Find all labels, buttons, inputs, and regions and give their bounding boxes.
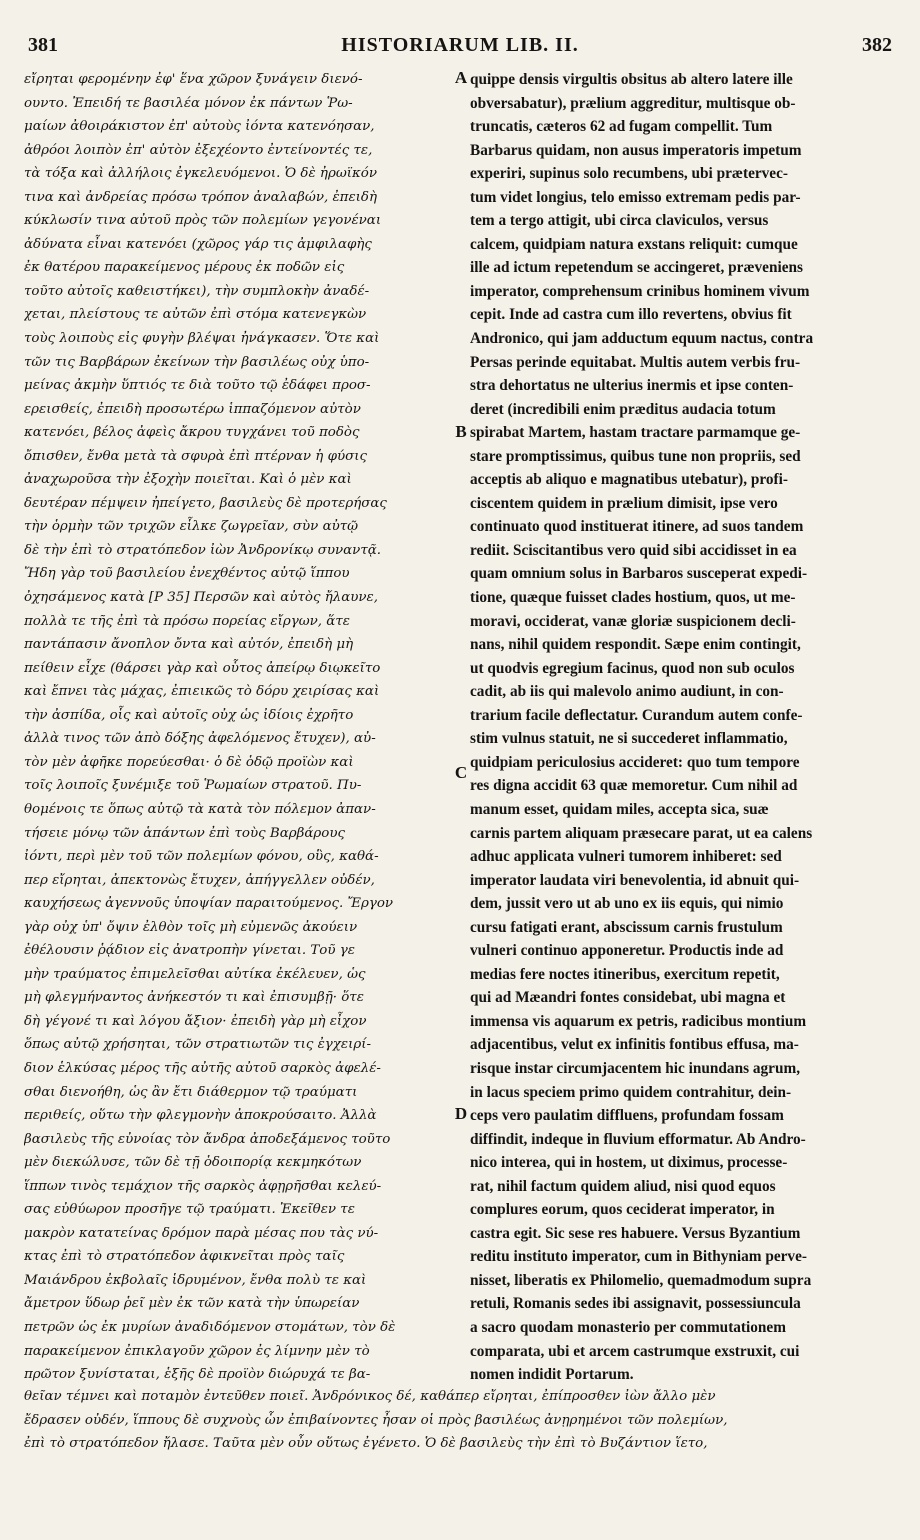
greek-text-line: καὶ ἔπνει τὰς μάχας, ἐπιεικῶς τὸ δόρυ χειρίσας καὶ (24, 684, 380, 700)
greek-text-line: ἐκ θατέρου παρακείμενος μέρους ἐκ ποδῶν εἰς (24, 260, 345, 276)
latin-text-line: cepit. Inde ad castra cum illo revertens, obvius fit (470, 306, 792, 324)
latin-text-line: res digna accidit 63 quæ memoretur. Cum nihil ad (470, 777, 798, 795)
greek-text-line: μὴ φλεγμήναντος ἀνήκεστόν τι καὶ ἐπισυμβῇ· ὅτε (24, 990, 364, 1006)
latin-text-line: quidpiam periculosius accideret: quo tum tempore (470, 753, 800, 771)
latin-text-line: qui ad Mæandri fontes considebat, ubi magna et (470, 989, 786, 1007)
greek-text-line: παντάπασιν ἄνοπλον ὄντα καὶ αὐτόν, ἐπειδὴ μὴ (24, 637, 354, 653)
greek-text-line: ἄμετρον ὕδωρ ῥεῖ μὲν ἐκ τῶν κατὰ τὴν ὑπωρείαν (24, 1296, 360, 1312)
latin-text-line: quam omnium solus in Barbaros susceperat expedi- (470, 565, 808, 583)
latin-text-line: nomen indidit Portarum. (470, 1366, 634, 1384)
greek-text-line: τὰ τόξα καὶ ἀλλήλοις ἐγκελευόμενοι. Ὁ δὲ ἠρωϊκόν (24, 166, 377, 182)
greek-text-line: ἀναχωροῦσα τὴν ἐξοχὴν ποιεῖται. Καὶ ὁ μὲν καὶ (24, 472, 352, 488)
greek-text-line: ὄπισθεν, ἔνθα μετὰ τὰ σφυρὰ ἐπὶ πτέρναν ἡ φύσις (24, 448, 367, 464)
section-marker-c: C (454, 763, 468, 782)
latin-text-line: moravi, occiderat, vanæ gloriæ suspicionem decli- (470, 612, 796, 630)
greek-text-line: ἀδύνατα εἶναι κατενόει (χῶρος γάρ τις ἀμφιλαφὴς (24, 236, 372, 252)
latin-text-line: complures eorum, quos ceciderat imperator, in (470, 1201, 775, 1219)
greek-text-line: τοὺς λοιποὺς εἰς φυγὴν βλέψαι ἠνάγκασεν. Ὅτε καὶ (24, 331, 380, 347)
greek-text-line: δευτέραν πέμψειν ἠπείγετο, βασιλεὺς δὲ προτερήσας (24, 495, 387, 511)
greek-text-line: δὲ τὴν ἐπὶ τὸ στρατόπεδον ἰὼν Ἀνδρονίκῳ συναντᾷ. (24, 542, 382, 558)
latin-text-line: ille ad ictum repetendum se accingeret, præveniens (470, 259, 803, 277)
greek-text-line: τήσειε μόνῳ τῶν ἁπάντων ἐπὶ τοὺς Βαρβάρους (24, 825, 345, 841)
section-marker-a: A (454, 68, 468, 87)
greek-text-line: σθαι διενοήθη, ὡς ἂν ἔτι διάθερμον τῷ τραύματι (24, 1084, 358, 1100)
greek-text-line: γὰρ οὐχ ὑπ' ὄψιν ἐλθὸν τοῖς μὴ εὐμενῶς ἀκούειν (24, 919, 358, 935)
greek-text-line: ὅπως αὐτῷ χρήσηται, τῶν στρατιωτῶν τις ἐγχειρί- (24, 1037, 371, 1053)
latin-text-line: carnis partem aliquam præsecare parat, ut ea calens (470, 824, 813, 842)
greek-text-line: πετρῶν ὡς ἐκ μυρίων ἀναδιδόμενον στομάτων, τὸν δὲ (24, 1319, 396, 1335)
latin-text-line: immensa vis aquarum ex petris, radicibus montium (470, 1012, 807, 1030)
greek-text-line: κατενόει, βέλος ἀφεὶς ἄκρου τυγχάνει τοῦ ποδὸς (24, 425, 360, 441)
latin-text-line: imperator laudata viri benevolentia, id abnuit qui- (470, 871, 800, 889)
latin-text-line: ut quodvis egregium facinus, quod non sub oculos (470, 659, 795, 677)
greek-text-line: θεῖαν τέμνει καὶ ποταμὸν ἐντεῦθεν ποιεῖ. Ἀνδρόνικος δέ, καθάπερ εἴρηται, ἐπίπροσθεν ἰὼν ἄλλο μὲν (24, 1389, 716, 1404)
greek-text-line: μείνας ἀκμὴν ὕπτιός τε διὰ τοῦτο τῷ ἐδάφει προσ- (24, 378, 371, 394)
greek-text-line: κτας ἐπὶ τὸ στρατόπεδον ἀφικνεῖται πρὸς ταῖς (24, 1249, 345, 1265)
latin-text-line: stra dehortatus ne ulterius inermis et ipse conten- (470, 377, 794, 395)
greek-text-line: τὸν μὲν ἀφῆκε πορεύεσθαι· ὁ δὲ ὁδῷ προϊὼν καὶ (24, 754, 354, 770)
greek-text-line: πολλὰ τε τῆς ἐπὶ τὰ πρόσω πορείας εἴργων, ἅτε (24, 613, 350, 629)
greek-text-line: τὴν ὁρμὴν τῶν τριχῶν εἷλκε ζωγρεῖαν, σὺν αὐτῷ (24, 519, 359, 535)
page-number-left: 381 (28, 34, 58, 56)
latin-text-line: vulneri continuo apponeretur. Productis inde ad (470, 942, 784, 960)
page-number-right: 382 (862, 34, 892, 56)
latin-text-line: rat, nihil factum quidem aliud, nisi quod equos (470, 1177, 776, 1195)
latin-text-line: cursu fatigati erant, abscissum carnis frustulum (470, 918, 783, 936)
latin-text-line: in lacus speciem primo quidem contrahitur, dein- (470, 1083, 792, 1101)
greek-text-line: τὴν ἀσπίδα, οἷς καὶ αὐτοῖς οὐχ ὡς ἰδίοις ἐχρῆτο (24, 707, 354, 723)
latin-text-line: stare promptissimus, quibus tune non propriis, sed (470, 447, 801, 465)
latin-text-line: comparata, ubi et arcem castrumque exstruxit, cui (470, 1342, 800, 1360)
greek-text-line: μαίων ἀθοιράκιστον ἐπ' αὐτοὺς ἰόντα κατενόησαν, (24, 119, 375, 135)
greek-text-line: τινα καὶ ἀνδρείας πρόσω τρόπον ἀναλαβών, ἐπειδὴ (24, 189, 378, 205)
latin-text-line: obversabatur), prælium aggreditur, multisque ob- (470, 94, 796, 112)
greek-text-line: σας εὐθύωρον προσῆγε τῷ τραύματι. Ἐκεῖθεν τε (24, 1202, 355, 1218)
greek-text-line: θομένοις τε ὅπως αὐτῷ τὰ κατὰ τὸν πόλεμον ἀπαν- (24, 801, 376, 817)
latin-text-line: Persas perinde equitabat. Multis autem verbis fru- (470, 353, 801, 371)
latin-text-line: ceps vero paulatim diffluens, profundam fossam (470, 1107, 784, 1125)
greek-text-line: ἔδρασεν οὐδέν, ἵππους δὲ συχνοὺς ὧν ἐπιβαίνοντες ἦσαν οἱ πρὸς βασιλέως ἀνῃρημένοι τῶν πολεμίων, (24, 1412, 728, 1428)
latin-text-line: adjacentibus, velut ex infinitis fontibus effusa, ma- (470, 1036, 799, 1054)
greek-text-line: ερεισθείς, ἐπειδὴ προσωτέρω ἱππαζόμενον αὐτὸν (24, 401, 361, 417)
latin-text-line: acceptis ab aliquo e magnatibus utebatur), profi- (470, 471, 788, 489)
greek-text-line: δὴ γέγονέ τι καὶ λόγου ἄξιον· ἐπειδὴ γὰρ μὴ εἶχον (24, 1013, 367, 1029)
greek-text-line: διον ἑλκύσας μέρος τῆς αὐτῆς αὐτοῦ σαρκὸς ἀφελέ- (24, 1060, 381, 1076)
greek-text-line: ἐπὶ τὸ στρατόπεδον ἤλασε. Ταῦτα μὲν οὖν οὕτως ἐγένετο. Ὁ δὲ βασιλεὺς τὴν ἐπὶ τὸ Βυζάντιον ἵετο, (24, 1436, 708, 1452)
latin-text-line: dem, jussit vero ut ab uno ex iis equis, qui nimio (470, 895, 784, 913)
latin-text-line: continuato quod instituerat itinere, ad suos tandem (470, 518, 804, 536)
greek-text-line: τῶν τις Βαρβάρων ἐκείνων τὴν βασιλέως οὐχ ὑπο- (24, 354, 370, 370)
greek-text-line: παρακείμενον ἐπικλαγοῦν χῶρον ἐς λίμνην μὲν τὸ (24, 1343, 370, 1359)
greek-text-line: ουντο. Ἐπειδή τε βασιλέα μόνον ἐκ πάντων Ῥω- (24, 95, 353, 111)
greek-text-line: εἴρηται φερομένην ἐφ' ἕνα χῶρον ξυνάγειν διενό- (24, 72, 363, 87)
greek-text-line: περ εἴρηται, ἀπεκτονὼς ἔτυχεν, ἀπήγγελλεν οὐδέν, (24, 872, 375, 888)
section-marker-b: B (455, 422, 467, 441)
greek-text-line: ἰόντι, περὶ μὲν τοῦ τῶν πολεμίων φόνου, οὓς, καθά- (24, 849, 379, 865)
latin-text-line: deret (incredibili enim præditus audacia totum (470, 400, 776, 418)
greek-text-line: ὀχησάμενος κατὰ [P 35] Περσῶν καὶ αὐτὸς ἤλαυνε, (24, 590, 378, 606)
greek-text-line: Ἤδη γὰρ τοῦ βασιλείου ἐνεχθέντος αὐτῷ ἵππου (24, 566, 350, 582)
greek-text-line: Μαιάνδρου ἐκβολαῖς ἱδρυμένον, ἔνθα πολὺ τε καὶ (24, 1272, 367, 1288)
greek-text-line: τοῦτο αὐτοῖς καθειστήκει), τὴν συμπλοκὴν ἀναδέ- (24, 283, 370, 299)
latin-text-line: risque instar circumjacentem hic inundans agrum, (470, 1059, 801, 1077)
greek-text-line: ἵππων τινὸς τεμάχιον τῆς σαρκὸς ἀφῃρῆσθαι κελεύ- (24, 1178, 382, 1194)
greek-text-line: πρῶτον ξυνίσταται, ἑξῆς δὲ προϊὸν διώρυχά τε βα- (24, 1367, 371, 1383)
latin-text-line: adhuc applicata vulneri tumorem inhiberet: sed (470, 848, 782, 866)
latin-text-line: ciscentem quidem in prælium dimisit, ipse vero (470, 494, 778, 512)
greek-column (24, 68, 452, 1387)
latin-text-line: a sacro quodam monasterio per commutationem (470, 1318, 786, 1336)
greek-text-line: χεται, πλείστους τε αὐτῶν ἐπὶ στόμα κατενεγκὼν (24, 307, 367, 323)
latin-text-line: rediit. Sciscitantibus vero quid sibi accidisset in ea (470, 541, 797, 559)
greek-continuation (24, 1385, 896, 1456)
latin-text-line: experiri, supinus solo recumbens, ubi prætervec- (470, 165, 788, 183)
latin-text-line: cadit, ab iis qui malevolo animo audiunt, in con- (470, 683, 784, 701)
latin-text-line: retuli, Romanis sedes ibi assignavit, possessiuncula (470, 1295, 801, 1313)
latin-text-line: tem a tergo attigit, ubi circa claviculos, versus (470, 212, 769, 230)
greek-text-line: περιθείς, οὕτω τὴν φλεγμονὴν ἀποκρούσαιτο. Ἀλλὰ (24, 1108, 377, 1124)
greek-text-line: καυχήσεως ἀγεννοῦς ὑποψίαν παραιτούμενος. Ἔργον (24, 896, 394, 912)
latin-text-line: castra egit. Sic sese res habuere. Versus Byzantium (470, 1224, 801, 1242)
latin-text-line: medias fere noctes itineribus, exercitum repetit, (470, 965, 780, 983)
greek-text-line: μὲν διεκώλυσε, τῶν δὲ τῇ ὁδοιπορίᾳ κεκμηκότων (24, 1155, 362, 1171)
greek-text-line: κύκλωσίν τινα αὐτοῦ πρὸς τῶν πολεμίων γεγονέναι (24, 213, 382, 229)
latin-text-line: imperator, comprehensum crinibus hominem vivum (470, 282, 810, 300)
latin-text-line: trarium facile deflectatur. Curandum autem confe- (470, 706, 803, 724)
page-header (28, 34, 892, 64)
greek-text-line: μακρὸν κατατείνας δρόμον παρὰ μέσας που τὰς νύ- (24, 1225, 379, 1241)
greek-text-line: ἀθρόοι λοιπὸν ἐπ' αὐτὸν ἐξεχέοντο ἐντείνοντές τε, (24, 142, 373, 158)
latin-text-line: tione, quæque fuisset clades hostium, quos, ut me- (470, 589, 796, 607)
latin-text-line: nans, nihil quidem respondit. Sæpe enim contingit, (470, 636, 801, 654)
latin-text-line: Barbarus quidam, non ausus imperatoris impetum (470, 141, 802, 159)
greek-text-line: ἀλλὰ τινος τῶν ἀπὸ δόξης ἀφελόμενος ἔτυχεν), αὐ- (24, 731, 376, 747)
latin-text-line: stim vulnus statuit, ne si succederet inflammatio, (470, 730, 788, 748)
greek-text-line: τοῖς λοιποῖς ξυνέμιξε τοῦ Ῥωμαίων στρατοῦ. Πυ- (24, 778, 362, 794)
latin-text-line: nico interea, qui in hostem, ut diximus, processe- (470, 1154, 788, 1172)
latin-text-line: diffindit, indeque in fluvium efformatur. Ab Andro- (470, 1130, 806, 1148)
greek-text-line: πείθειν εἶχε (θάρσει γὰρ καὶ οὗτος ἀπείρῳ διῳκεῖτο (24, 660, 381, 676)
latin-text-line: manum esset, quidam miles, accepta sica, suæ (470, 800, 769, 818)
greek-text-line: βασιλεὺς τῆς εὐνοίας τὸν ἄνδρα ἀποδεξάμενος τοῦτο (24, 1131, 391, 1147)
latin-column (470, 68, 894, 1387)
latin-text-line: quippe densis virgultis obsitus ab altero latere ille (470, 71, 793, 88)
latin-text-line: truncatis, cæteros 62 ad fugam compellit. Tum (470, 118, 773, 136)
section-marker-d: D (454, 1104, 468, 1123)
latin-text-line: tum videt longius, telo emisso extremam pedis par- (470, 188, 801, 206)
latin-text-line: reditu instituto imperator, cum in Bithyniam perve- (470, 1248, 807, 1266)
latin-text-line: calcem, quidpiam natura exstans reliquit: cumque (470, 235, 798, 253)
greek-text-line: μὴν τραύματος ἐπιμελεῖσθαι αὐτίκα ἐκέλευεν, ὡς (24, 966, 366, 982)
latin-text-line: nisset, liberatis ex Philomelio, quemadmodum supra (470, 1271, 812, 1289)
latin-text-line: Andronico, qui jam adductum equum nactus, contra (470, 330, 814, 348)
greek-text-line: ἐθέλουσιν ῥᾴδιον εἰς ἀνατροπὴν γίνεται. Τοῦ γε (24, 943, 355, 959)
latin-text-line: spirabat Martem, hastam tractare parmamque ge- (470, 424, 801, 442)
running-title: HISTORIARUM LIB. II. (341, 34, 579, 56)
